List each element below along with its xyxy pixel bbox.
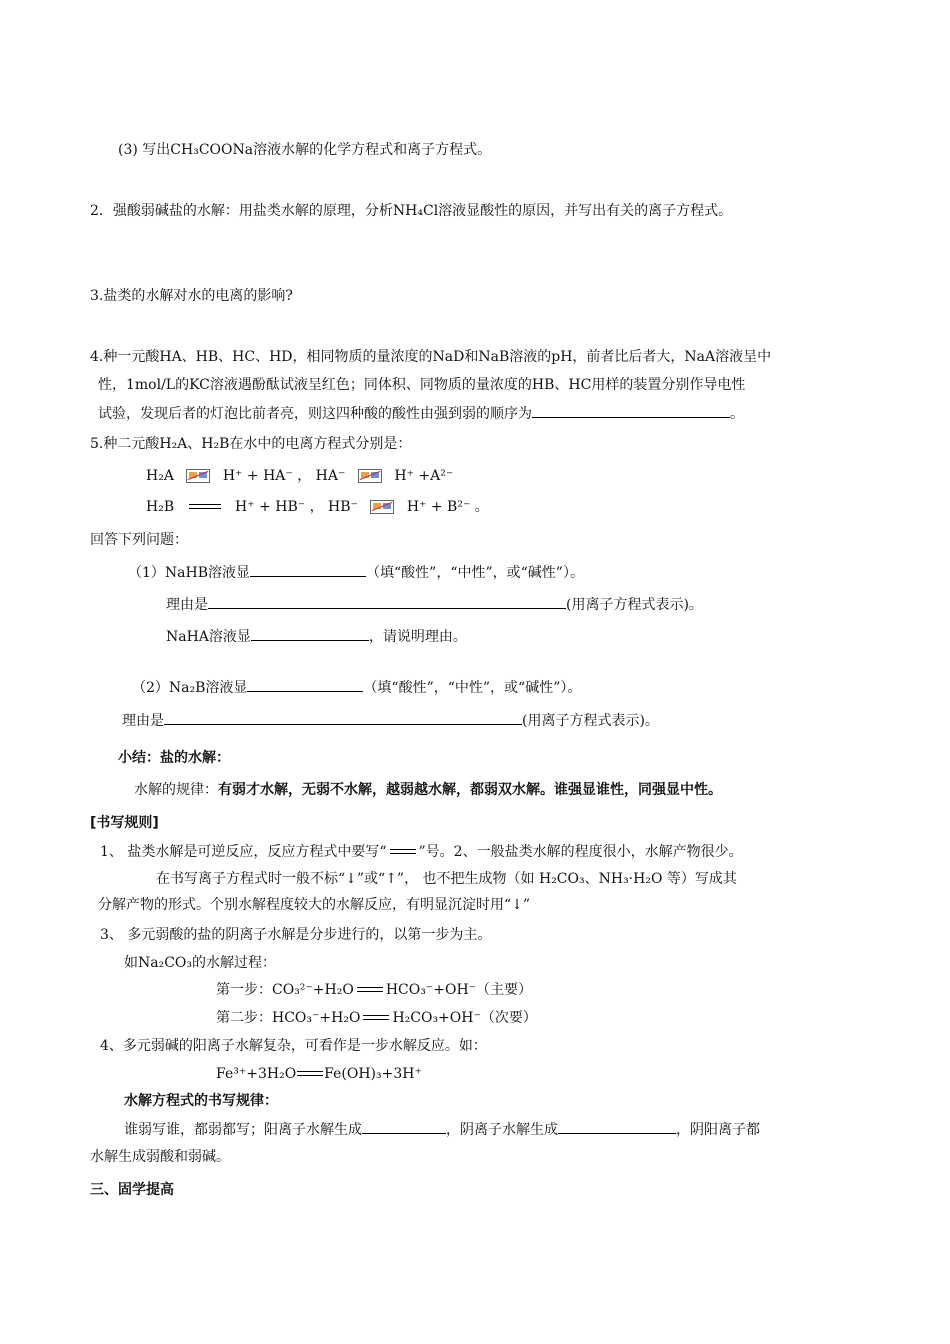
law-title: 水解方程式的书写规律： [124,1093,278,1109]
section-3-heading: 三、固学提高 [90,1182,174,1198]
question-4-line2: 性，1mol/L的KC溶液遇酚酞试液呈红色；同体积、同物质的量浓度的HB、HC用样的装置分别作导电性 [98,377,746,393]
question-4-end: 。 [730,406,744,422]
equation-h2b [146,497,489,517]
question-5: 5.种二元酸H₂A、H₂B在水中的电离方程式分别是： [90,436,412,452]
rule-4-equation [216,1064,422,1084]
equilibrium-arrow-icon [390,847,416,857]
question-4-text: 试验，发现后者的灯泡比前者亮，则这四种酸的酸性由强到弱的顺序为 [98,406,532,422]
answer-blank-acid-order[interactable] [532,403,730,418]
rule-1-line1 [100,842,743,862]
hydrolysis-rule [134,780,722,800]
reason-label: 理由是 [122,713,164,729]
rule-3: 3、 多元弱酸的盐的阴离子水解是分步进行的，以第一步为主。 [100,927,492,943]
rule-4: 4、多元弱碱的阳离子水解复杂，可看作是一步水解反应。如： [100,1038,487,1054]
answer-2-line [132,677,581,698]
equation-h2a-middle: H⁺ + HA⁻ ， HA⁻ [222,468,346,484]
law-line-1 [124,1119,760,1140]
equation-h2b-right: H⁺ + B²⁻ 。 [406,499,489,515]
rule-1-line2: 在书写离子方程式时一般不标“↓”或“↑”， 也不把生成物（如 H₂CO₃、NH₃·H₂O 等）写成其 [156,871,737,887]
reversible-arrow-icon [370,500,394,514]
equation-h2a-right: H⁺ +A²⁻ [394,468,454,484]
answer-1-line [128,562,584,583]
hydrolysis-step-1 [216,980,532,1000]
answer-1-reason [166,594,703,615]
question-4-line3 [98,403,744,424]
step-1-left: 第一步：CO₃²⁻+H₂O [216,982,354,998]
writing-rules-title: [书写规则] [90,815,159,831]
hydrolysis-step-2 [216,1008,537,1028]
step-2-right: H₂CO₃+OH⁻（次要） [392,1010,537,1026]
answer-1-naha [166,626,467,647]
question-2: 2．强酸弱碱盐的水解：用盐类水解的原理，分析NH₄Cl溶液显酸性的原因，并写出有关的离子方程式。 [90,203,733,219]
answer-blank-na2b[interactable] [247,677,363,692]
question-4-line1: 4.种一元酸HA、HB、HC、HD，相同物质的量浓度的NaD和NaB溶液的pH，前者比后者大，NaA溶液呈中 [90,349,772,365]
step-2-left: 第二步：HCO₃⁻+H₂O [216,1010,361,1026]
rule-1-line3: 分解产物的形式。个别水解程度较大的水解反应，有明显沉淀时用“↓” [98,897,531,913]
equation-h2a [146,466,453,486]
equation-h2b-middle: H⁺ + HB⁻ ， HB⁻ [235,499,358,515]
law-text-b: ，阴离子水解生成 [446,1122,558,1138]
step-1-right: HCO₃⁻+OH⁻（主要） [385,982,533,998]
reversible-arrow-icon [186,469,210,483]
law-line-2: 水解生成弱酸和弱碱。 [90,1149,230,1165]
answer-2-options: （填“酸性”，“中性”，或“碱性”）。 [363,680,582,696]
rule-bold-text: 有弱才水解，无弱不水解，越弱越水解，都弱双水解。谁强显谁性，同强显中性。 [218,782,722,798]
naha-tail: ，请说明理由。 [368,629,467,645]
equation-h2b-left: H₂B [146,499,175,515]
question-1-3: (3) 写出CH₃COONa溶液水解的化学方程式和离子方程式。 [118,142,492,158]
equilibrium-arrow-icon [363,1013,389,1023]
equation-h2a-left: H₂A [146,468,174,484]
reason-tail: (用离子方程式表示)。 [566,597,703,613]
summary-title: 小结：盐的水解： [118,750,230,766]
law-text-c: ，阴阳离子都 [676,1122,760,1138]
law-text-a: 谁弱写谁，都弱都写；阳离子水解生成 [124,1122,362,1138]
naha-label: NaHA溶液显 [166,629,251,645]
equilibrium-arrow-icon [357,985,383,995]
rule-1-text-b: ”号。2、一般盐类水解的程度很小，水解产物很少。 [418,844,743,860]
answer-blank-naha[interactable] [251,626,369,641]
question-3: 3.盐类的水解对水的电离的影响? [90,288,293,304]
reversible-arrow-icon [358,469,382,483]
answer-blank-anion[interactable] [558,1119,676,1134]
rule-prefix: 水解的规律： [134,782,218,798]
rule-4-right: Fe(OH)₃+3H⁺ [324,1066,422,1082]
answer-1-options: （填“酸性”，“中性”，或“碱性”）。 [366,565,584,581]
rule-4-left: Fe³⁺+3H₂O [216,1066,297,1082]
equals-arrow-icon [189,502,221,512]
reason-tail: (用离子方程式表示)。 [522,713,659,729]
equilibrium-arrow-icon [297,1069,323,1079]
answer-blank-na2b-reason[interactable] [164,710,522,725]
answer-2-reason [122,710,659,731]
answer-1-label: （1）NaHB溶液显 [128,565,251,581]
answer-blank-cation[interactable] [362,1119,446,1134]
answer-blank-nahb-reason[interactable] [208,594,566,609]
answer-2-label: （2）Na₂B溶液显 [132,680,248,696]
answer-title: 回答下列问题： [90,532,188,548]
rule-3-example: 如Na₂CO₃的水解过程： [124,955,277,971]
rule-1-text-a: 1、 盐类水解是可逆反应，反应方程式中要写“ [100,844,387,860]
reason-label: 理由是 [166,597,208,613]
answer-blank-nahb[interactable] [250,562,366,577]
